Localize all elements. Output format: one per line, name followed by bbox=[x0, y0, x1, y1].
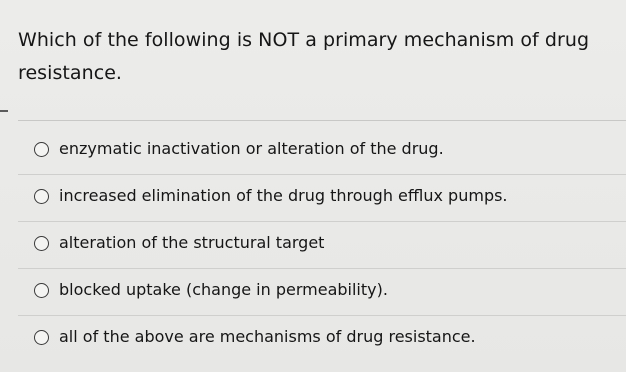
question-text: Which of the following is NOT a primary mechanism of drug resistance. bbox=[18, 29, 590, 84]
option-label: alteration of the structural target bbox=[59, 233, 325, 252]
radio-button[interactable] bbox=[34, 189, 49, 204]
option-label: blocked uptake (change in permeability). bbox=[59, 280, 388, 299]
option-3[interactable] bbox=[18, 222, 626, 269]
option-5[interactable] bbox=[18, 316, 626, 363]
option-label: all of the above are mechanisms of drug resistance. bbox=[59, 327, 476, 346]
page-mark bbox=[0, 110, 8, 112]
option-2[interactable] bbox=[18, 175, 626, 222]
radio-button[interactable] bbox=[34, 236, 49, 251]
radio-button[interactable] bbox=[34, 142, 49, 157]
radio-button[interactable] bbox=[34, 283, 49, 298]
radio-button[interactable] bbox=[34, 330, 49, 345]
option-1[interactable] bbox=[18, 128, 626, 175]
option-4[interactable] bbox=[18, 269, 626, 316]
option-label: increased elimination of the drug through efflux pumps. bbox=[59, 186, 508, 205]
question-divider bbox=[18, 120, 626, 121]
option-label: enzymatic inactivation or alteration of the drug. bbox=[59, 139, 444, 158]
answer-options bbox=[0, 128, 626, 363]
